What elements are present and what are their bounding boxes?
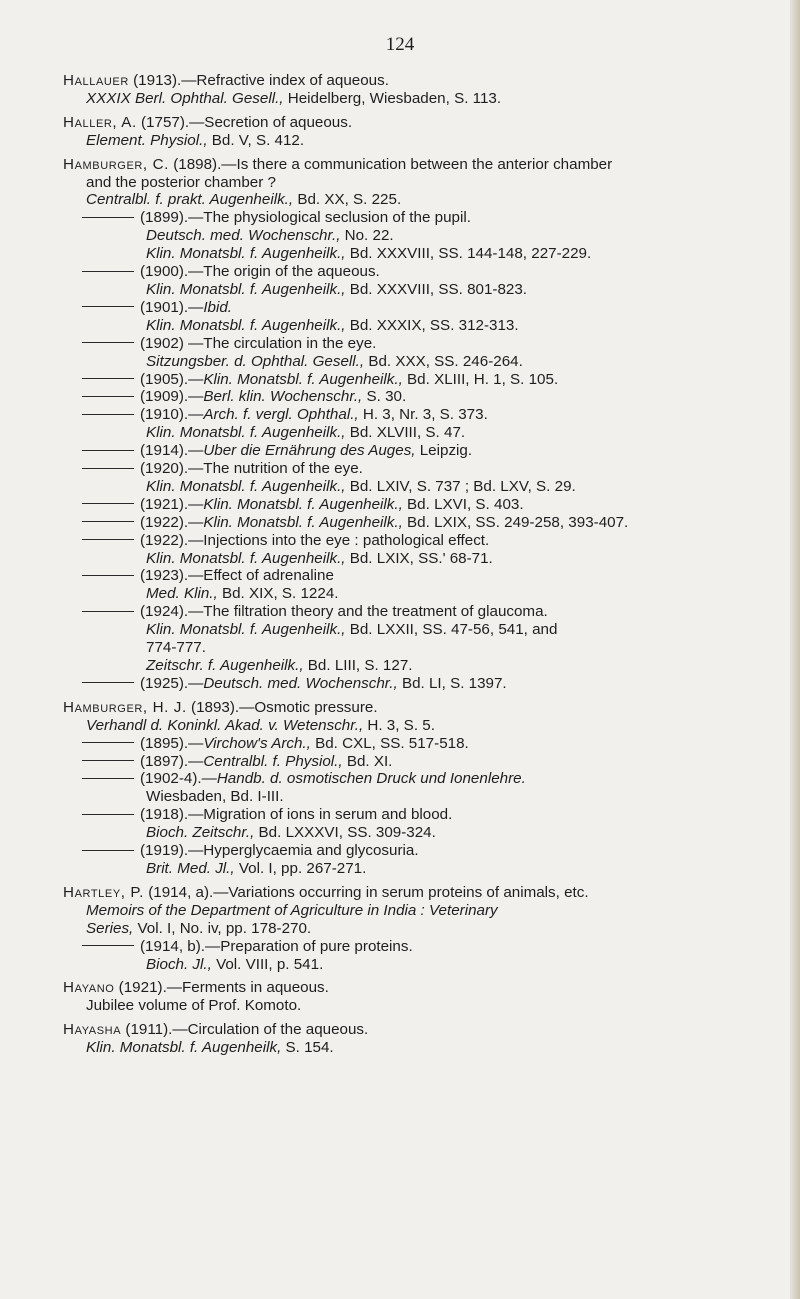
entry-line [63, 1021, 763, 1039]
entry-line [63, 460, 763, 478]
entry-text: (1902-4).— [140, 770, 217, 788]
entry-line [63, 335, 763, 353]
entry-text: S. 30. [362, 388, 407, 406]
entry-text: Bd. V, S. 412. [207, 131, 305, 149]
entry-text: Bd. LXIX, SS.' 68-71. [345, 549, 493, 567]
entry-line [63, 824, 763, 842]
entry-line [63, 371, 763, 389]
entry-line [63, 585, 763, 603]
entry-line [63, 317, 763, 335]
entry-line [63, 263, 763, 281]
ditto-dash [82, 396, 134, 397]
journal-title: Handb. d. osmotischen Druck und Ionenlehre. [216, 770, 526, 788]
entry-text: (1922).—Injections into the eye : pathological effect. [140, 531, 490, 549]
ditto-dash [82, 468, 134, 469]
entry-line [63, 639, 763, 657]
ditto-dash [82, 814, 134, 815]
entry-text: Bd. XX, S. 225. [293, 191, 402, 209]
bib-entry [63, 460, 763, 496]
entry-text: (1921).—Ferments in aqueous. [114, 979, 329, 997]
bibliography [63, 72, 763, 1057]
entry-text: Bd. LI, S. 1397. [397, 674, 507, 692]
entry-text: (1899).—The physiological seclusion of the pupil. [140, 209, 471, 227]
entry-author: Hamburger, C. [63, 155, 169, 173]
bib-entry [63, 114, 763, 150]
entry-line [63, 72, 763, 90]
ditto-dash [82, 611, 134, 612]
entry-line [63, 281, 763, 299]
journal-title: Series, [86, 919, 134, 937]
ditto-dash [82, 742, 134, 743]
entry-line [63, 956, 763, 974]
entry-author: Hamburger, H. J. [63, 698, 187, 716]
entry-line [63, 114, 763, 132]
entry-line [63, 532, 763, 550]
entry-line [63, 90, 763, 108]
ditto-dash [82, 850, 134, 851]
bib-entry [63, 675, 763, 693]
entry-line [63, 209, 763, 227]
entry-text: Jubilee volume of Prof. Komoto. [86, 997, 302, 1015]
journal-title: Bioch. Jl., [146, 955, 212, 973]
entry-line [63, 514, 763, 532]
entry-text: 774-777. [146, 639, 206, 657]
bib-entry [63, 979, 763, 1015]
entry-line [63, 884, 763, 902]
entry-line [63, 675, 763, 693]
journal-title: Klin. Monatsbl. f. Augenheilk., [203, 513, 403, 531]
entry-text: Bd. LXIX, SS. 249-258, 393-407. [402, 513, 629, 531]
entry-line [63, 657, 763, 675]
bib-entry [63, 371, 763, 389]
entry-line [63, 353, 763, 371]
entry-text: (1914, a).—Variations occurring in serum proteins of animals, etc. [144, 883, 589, 901]
journal-title: Klin. Monatsbl. f. Augenheilk., [146, 245, 346, 263]
journal-title: Ibid. [203, 298, 233, 316]
ditto-dash [82, 503, 134, 504]
bib-entry [63, 514, 763, 532]
bib-entry [63, 806, 763, 842]
entry-text: S. 154. [281, 1039, 334, 1057]
entry-line [63, 842, 763, 860]
bib-entry [63, 442, 763, 460]
entry-text: Bd. XIX, S. 1224. [217, 585, 339, 603]
entry-text: Heidelberg, Wiesbaden, S. 113. [283, 89, 502, 107]
journal-title: Centralbl. f. Physiol., [203, 752, 343, 770]
ditto-dash [82, 414, 134, 415]
entry-text: (1900).—The origin of the aqueous. [140, 263, 380, 281]
entry-text: Vol. I, No. iv, pp. 178-270. [133, 919, 312, 937]
entry-text: Bd. XLVIII, S. 47. [345, 424, 466, 442]
entry-text: (1898).—Is there a communication between the anterior chamber [168, 155, 613, 173]
entry-author: Hayano [63, 979, 115, 997]
ditto-dash [82, 760, 134, 761]
entry-text: Leipzig. [415, 442, 473, 460]
entry-line [63, 603, 763, 621]
bib-entry [63, 532, 763, 568]
bib-entry [63, 335, 763, 371]
journal-title: Uber die Ernährung des Auges, [203, 442, 416, 460]
entry-text: and the posterior chamber ? [86, 173, 276, 191]
bib-entry [63, 156, 763, 210]
entry-author: Hallauer [63, 72, 129, 89]
journal-title: Klin. Monatsbl. f. Augenheilk., [146, 280, 346, 298]
entry-line [63, 806, 763, 824]
journal-title: Klin. Monatsbl. f. Augenheilk., [146, 477, 346, 495]
bib-entry [63, 842, 763, 878]
entry-text: Bd. LIII, S. 127. [303, 657, 413, 674]
entry-line [63, 227, 763, 245]
entry-line [63, 191, 763, 209]
entry-line [63, 1039, 763, 1057]
entry-line [63, 550, 763, 568]
journal-title: Klin. Monatsbl. f. Augenheilk., [203, 495, 403, 513]
entry-text: (1919).—Hyperglycaemia and glycosuria. [140, 842, 419, 860]
bib-entry [63, 699, 763, 735]
bib-entry [63, 1021, 763, 1057]
entry-line [63, 245, 763, 263]
ditto-dash [82, 378, 134, 379]
ditto-dash [82, 450, 134, 451]
journal-title: Brit. Med. Jl., [146, 859, 235, 877]
journal-title: Klin. Monatsbl. f. Augenheilk., [146, 424, 346, 442]
journal-title: Sitzungsber. d. Ophthal. Gesell., [146, 352, 365, 370]
entry-line [63, 478, 763, 496]
bib-entry [63, 496, 763, 514]
entry-text: (1914).— [140, 442, 204, 460]
entry-line [63, 717, 763, 735]
entry-line [63, 902, 763, 920]
bib-entry [63, 72, 763, 108]
entry-text: (1914, b).—Preparation of pure proteins. [140, 937, 413, 955]
entry-line [63, 388, 763, 406]
ditto-dash [82, 271, 134, 272]
journal-title: Bioch. Zeitschr., [146, 824, 255, 842]
entry-line [63, 860, 763, 878]
page-number: 124 [385, 34, 415, 55]
entry-text: (1925).— [140, 674, 204, 692]
journal-title: Klin. Monatsbl. f. Augenheilk., [146, 316, 346, 334]
entry-line [63, 299, 763, 317]
entry-author: Hartley, P. [63, 883, 144, 901]
journal-title: Element. Physiol., [86, 131, 208, 149]
journal-title: Klin. Monatsbl. f. Augenheilk, [86, 1039, 282, 1057]
journal-title: Arch. f. vergl. Ophthal., [203, 406, 359, 424]
entry-line [63, 938, 763, 956]
entry-text: Wiesbaden, Bd. I-III. [146, 788, 284, 806]
entry-line [63, 699, 763, 717]
bib-entry [63, 938, 763, 974]
bib-entry [63, 735, 763, 753]
entry-text: No. 22. [340, 227, 394, 245]
entry-line [63, 621, 763, 639]
journal-title: Deutsch. med. Wochenschr., [203, 674, 398, 692]
entry-text: (1757).—Secretion of aqueous. [136, 113, 353, 131]
ditto-dash [82, 217, 134, 218]
bib-entry [63, 406, 763, 442]
entry-text: (1905).— [140, 370, 204, 388]
entry-text: (1922).— [140, 513, 204, 531]
entry-text: Bd. LXVI, S. 403. [402, 495, 524, 513]
entry-text: (1902) —The circulation in the eye. [140, 334, 377, 352]
entry-text: Vol. I, pp. 267-271. [234, 859, 367, 877]
entry-line [63, 788, 763, 806]
entry-text: (1893).—Osmotic pressure. [186, 698, 378, 716]
entry-text: (1923).—Effect of adrenaline [140, 567, 334, 585]
entry-text: (1895).— [140, 734, 204, 752]
entry-text: H. 3, Nr. 3, S. 373. [358, 406, 488, 424]
journal-title: Memoirs of the Department of Agriculture in India : Veterinary [86, 901, 498, 919]
entry-line [63, 424, 763, 442]
bib-entry [63, 299, 763, 335]
entry-text: Bd. XLIII, H. 1, S. 105. [402, 370, 559, 388]
entry-text: Bd. LXXII, SS. 47-56, 541, and [345, 621, 558, 639]
entry-line [63, 406, 763, 424]
entry-line [63, 979, 763, 997]
entry-text: (1918).—Migration of ions in serum and blood. [140, 806, 453, 824]
entry-author: Haller, A. [63, 113, 137, 131]
entry-line [63, 735, 763, 753]
entry-line [63, 920, 763, 938]
entry-text: Vol. VIII, p. 541. [211, 955, 324, 973]
journal-title: Berl. klin. Wochenschr., [203, 388, 363, 406]
journal-title: XXXIX Berl. Ophthal. Gesell., [86, 89, 284, 107]
entry-text: Bd. XXXIX, SS. 312-313. [345, 316, 519, 334]
entry-text: (1910).— [140, 406, 204, 424]
bib-entry [63, 263, 763, 299]
entry-text: Bd. LXXXVI, SS. 309-324. [254, 824, 436, 842]
ditto-dash [82, 945, 134, 946]
entry-line [63, 156, 763, 174]
journal-title: Klin. Monatsbl. f. Augenheilk., [146, 549, 346, 567]
bib-entry [63, 884, 763, 938]
entry-line [63, 442, 763, 460]
journal-title: Centralbl. f. prakt. Augenheilk., [86, 191, 294, 209]
journal-title: Zeitschr. f. Augenheilk., [146, 657, 304, 674]
entry-text: Bd. XI. [342, 752, 393, 770]
ditto-dash [82, 306, 134, 307]
entry-text: Bd. XXX, SS. 246-264. [364, 352, 523, 370]
entry-text: (1909).— [140, 388, 204, 406]
entry-text: (1901).— [140, 298, 204, 316]
entry-text: H. 3, S. 5. [363, 716, 435, 734]
entry-text: (1921).— [140, 495, 204, 513]
entry-text: (1897).— [140, 752, 204, 770]
page-edge [790, 0, 800, 1299]
journal-title: Virchow's Arch., [203, 734, 311, 752]
ditto-dash [82, 539, 134, 540]
ditto-dash [82, 682, 134, 683]
entry-text: Bd. XXXVIII, SS. 801-823. [345, 280, 528, 298]
bib-entry [63, 770, 763, 806]
entry-line [63, 174, 763, 192]
entry-line [63, 132, 763, 150]
entry-line [63, 770, 763, 788]
bib-entry [63, 209, 763, 263]
entry-text: Bd. CXL, SS. 517-518. [310, 734, 469, 752]
bib-entry [63, 388, 763, 406]
entry-text: (1924).—The filtration theory and the treatment of glaucoma. [140, 603, 548, 621]
journal-title: Klin. Monatsbl. f. Augenheilk., [146, 621, 346, 639]
entry-line [63, 567, 763, 585]
bib-entry [63, 567, 763, 603]
journal-title: Verhandl d. Koninkl. Akad. v. Wetenschr., [86, 716, 364, 734]
entry-line [63, 496, 763, 514]
journal-title: Med. Klin., [146, 585, 218, 603]
ditto-dash [82, 778, 134, 779]
ditto-dash [82, 521, 134, 522]
entry-text: Bd. XXXVIII, SS. 144-148, 227-229. [345, 245, 592, 263]
entry-text: Bd. LXIV, S. 737 ; Bd. LXV, S. 29. [345, 477, 576, 495]
entry-text: (1913).—Refractive index of aqueous. [128, 72, 389, 89]
entry-line [63, 997, 763, 1015]
journal-title: Klin. Monatsbl. f. Augenheilk., [203, 370, 403, 388]
entry-text: (1920).—The nutrition of the eye. [140, 460, 363, 478]
entry-author: Hayasha [63, 1021, 122, 1039]
ditto-dash [82, 342, 134, 343]
bib-entry [63, 603, 763, 675]
bib-entry [63, 753, 763, 771]
ditto-dash [82, 575, 134, 576]
journal-title: Deutsch. med. Wochenschr., [146, 227, 341, 245]
entry-line [63, 753, 763, 771]
entry-text: (1911).—Circulation of the aqueous. [121, 1021, 369, 1039]
